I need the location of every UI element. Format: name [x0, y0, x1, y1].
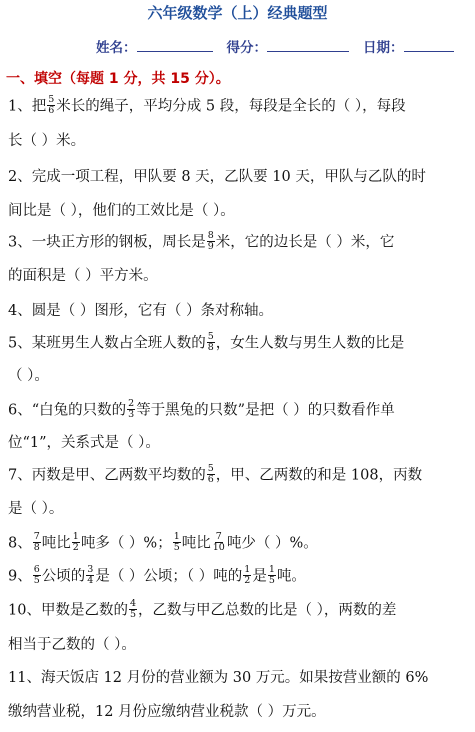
question-5-line-2: （ ）。 [8, 368, 49, 384]
question-5-line-1: 5、某班男生人数占全班人数的 $\frac{5}{8}$ ，女生人数与男生人数的比是 [8, 331, 405, 353]
fraction: $\frac{4}{5}$ [129, 598, 136, 620]
question-8-line-1: 8、 $\frac{7}{8}$ 吨比 $\frac{1}{2}$ 吨多（ ）%； $\frac{1}{5}$ 吨比 $\frac{7}{10}$ 吨少（ ）%。 [8, 531, 318, 553]
question-10-line-1: 10、甲数是乙数的 $\frac{4}{5}$ ，乙数与甲乙总数的比是（ ），两数的差 [8, 598, 397, 620]
question-11-line-2: 缴纳营业税，12 月份应缴纳营业税款（ ）万元。 [8, 704, 326, 720]
fraction: $\frac{1}{2}$ [244, 564, 251, 586]
question-7-line-1: 7、丙数是甲、乙两数平均数的 $\frac{5}{6}$ ，甲、乙两数的和是 108，丙数 [8, 463, 423, 485]
question-3-line-2: 的面积是（ ）平方米。 [8, 268, 158, 284]
fraction: $\frac{5}{6}$ [207, 463, 214, 485]
fraction: $\frac{7}{10}$ [212, 531, 225, 553]
student-info-row [96, 36, 454, 56]
fraction: $\frac{1}{2}$ [72, 531, 79, 553]
question-1-line-2: 长（ ）米。 [8, 133, 86, 149]
date-blank[interactable] [404, 39, 454, 52]
question-3-line-1: 3、一块正方形的钢板，周长是 $\frac{8}{9}$ 米，它的边长是（ ）米，它 [8, 230, 395, 252]
fraction: $\frac{1}{5}$ [173, 531, 180, 553]
question-2-line-2: 间比是（ ），他们的工效比是（ ）。 [8, 203, 235, 219]
section-heading: 一、填空（每题 1 分，共 15 分）。 [6, 71, 230, 87]
question-4-line-1: 4、圆是（ ）图形，它有（ ）条对称轴。 [8, 303, 273, 319]
question-7-line-2: 是（ ）。 [8, 501, 64, 517]
question-6-line-2: 位“1”，关系式是（ ）。 [8, 435, 160, 451]
name-blank[interactable] [137, 39, 213, 52]
fraction: $\frac{7}{8}$ [33, 531, 40, 553]
date-label: 日期： [363, 40, 404, 56]
question-6-line-1: 6、“白兔的只数的 $\frac{2}{3}$ 等于黑兔的只数”是把（ ）的只数看作单 [8, 398, 395, 420]
question-10-line-2: 相当于乙数的（ ）。 [8, 637, 136, 653]
question-1-line-1: 1、把 $\frac{5}{6}$ 米长的绳子，平均分成 5 段，每段是全长的（ ），每段 [8, 94, 406, 116]
question-9-line-1: 9、 $\frac{6}{5}$ 公顷的 $\frac{3}{4}$ 是（ ）公顷；（ ）吨的 $\frac{1}{2}$ 是 $\frac{1}{5}$ 吨。 [8, 564, 306, 586]
score-label: 得分： [226, 40, 267, 56]
question-11-line-1: 11、海天饭店 12 月份的营业额为 30 万元。如果按营业额的 6% [8, 670, 429, 686]
fraction: $\frac{2}{3}$ [128, 398, 135, 420]
page-title: 六年级数学（上）经典题型 [147, 4, 328, 22]
fraction: $\frac{1}{5}$ [268, 564, 275, 586]
fraction: $\frac{5}{6}$ [48, 94, 55, 116]
fraction: $\frac{5}{8}$ [207, 331, 214, 353]
question-2-line-1: 2、完成一项工程，甲队要 8 天，乙队要 10 天，甲队与乙队的时 [8, 169, 426, 185]
name-label: 姓名： [96, 40, 137, 56]
fraction: $\frac{6}{5}$ [33, 564, 40, 586]
score-blank[interactable] [267, 39, 349, 52]
fraction: $\frac{3}{4}$ [87, 564, 94, 586]
fraction: $\frac{8}{9}$ [207, 230, 214, 252]
